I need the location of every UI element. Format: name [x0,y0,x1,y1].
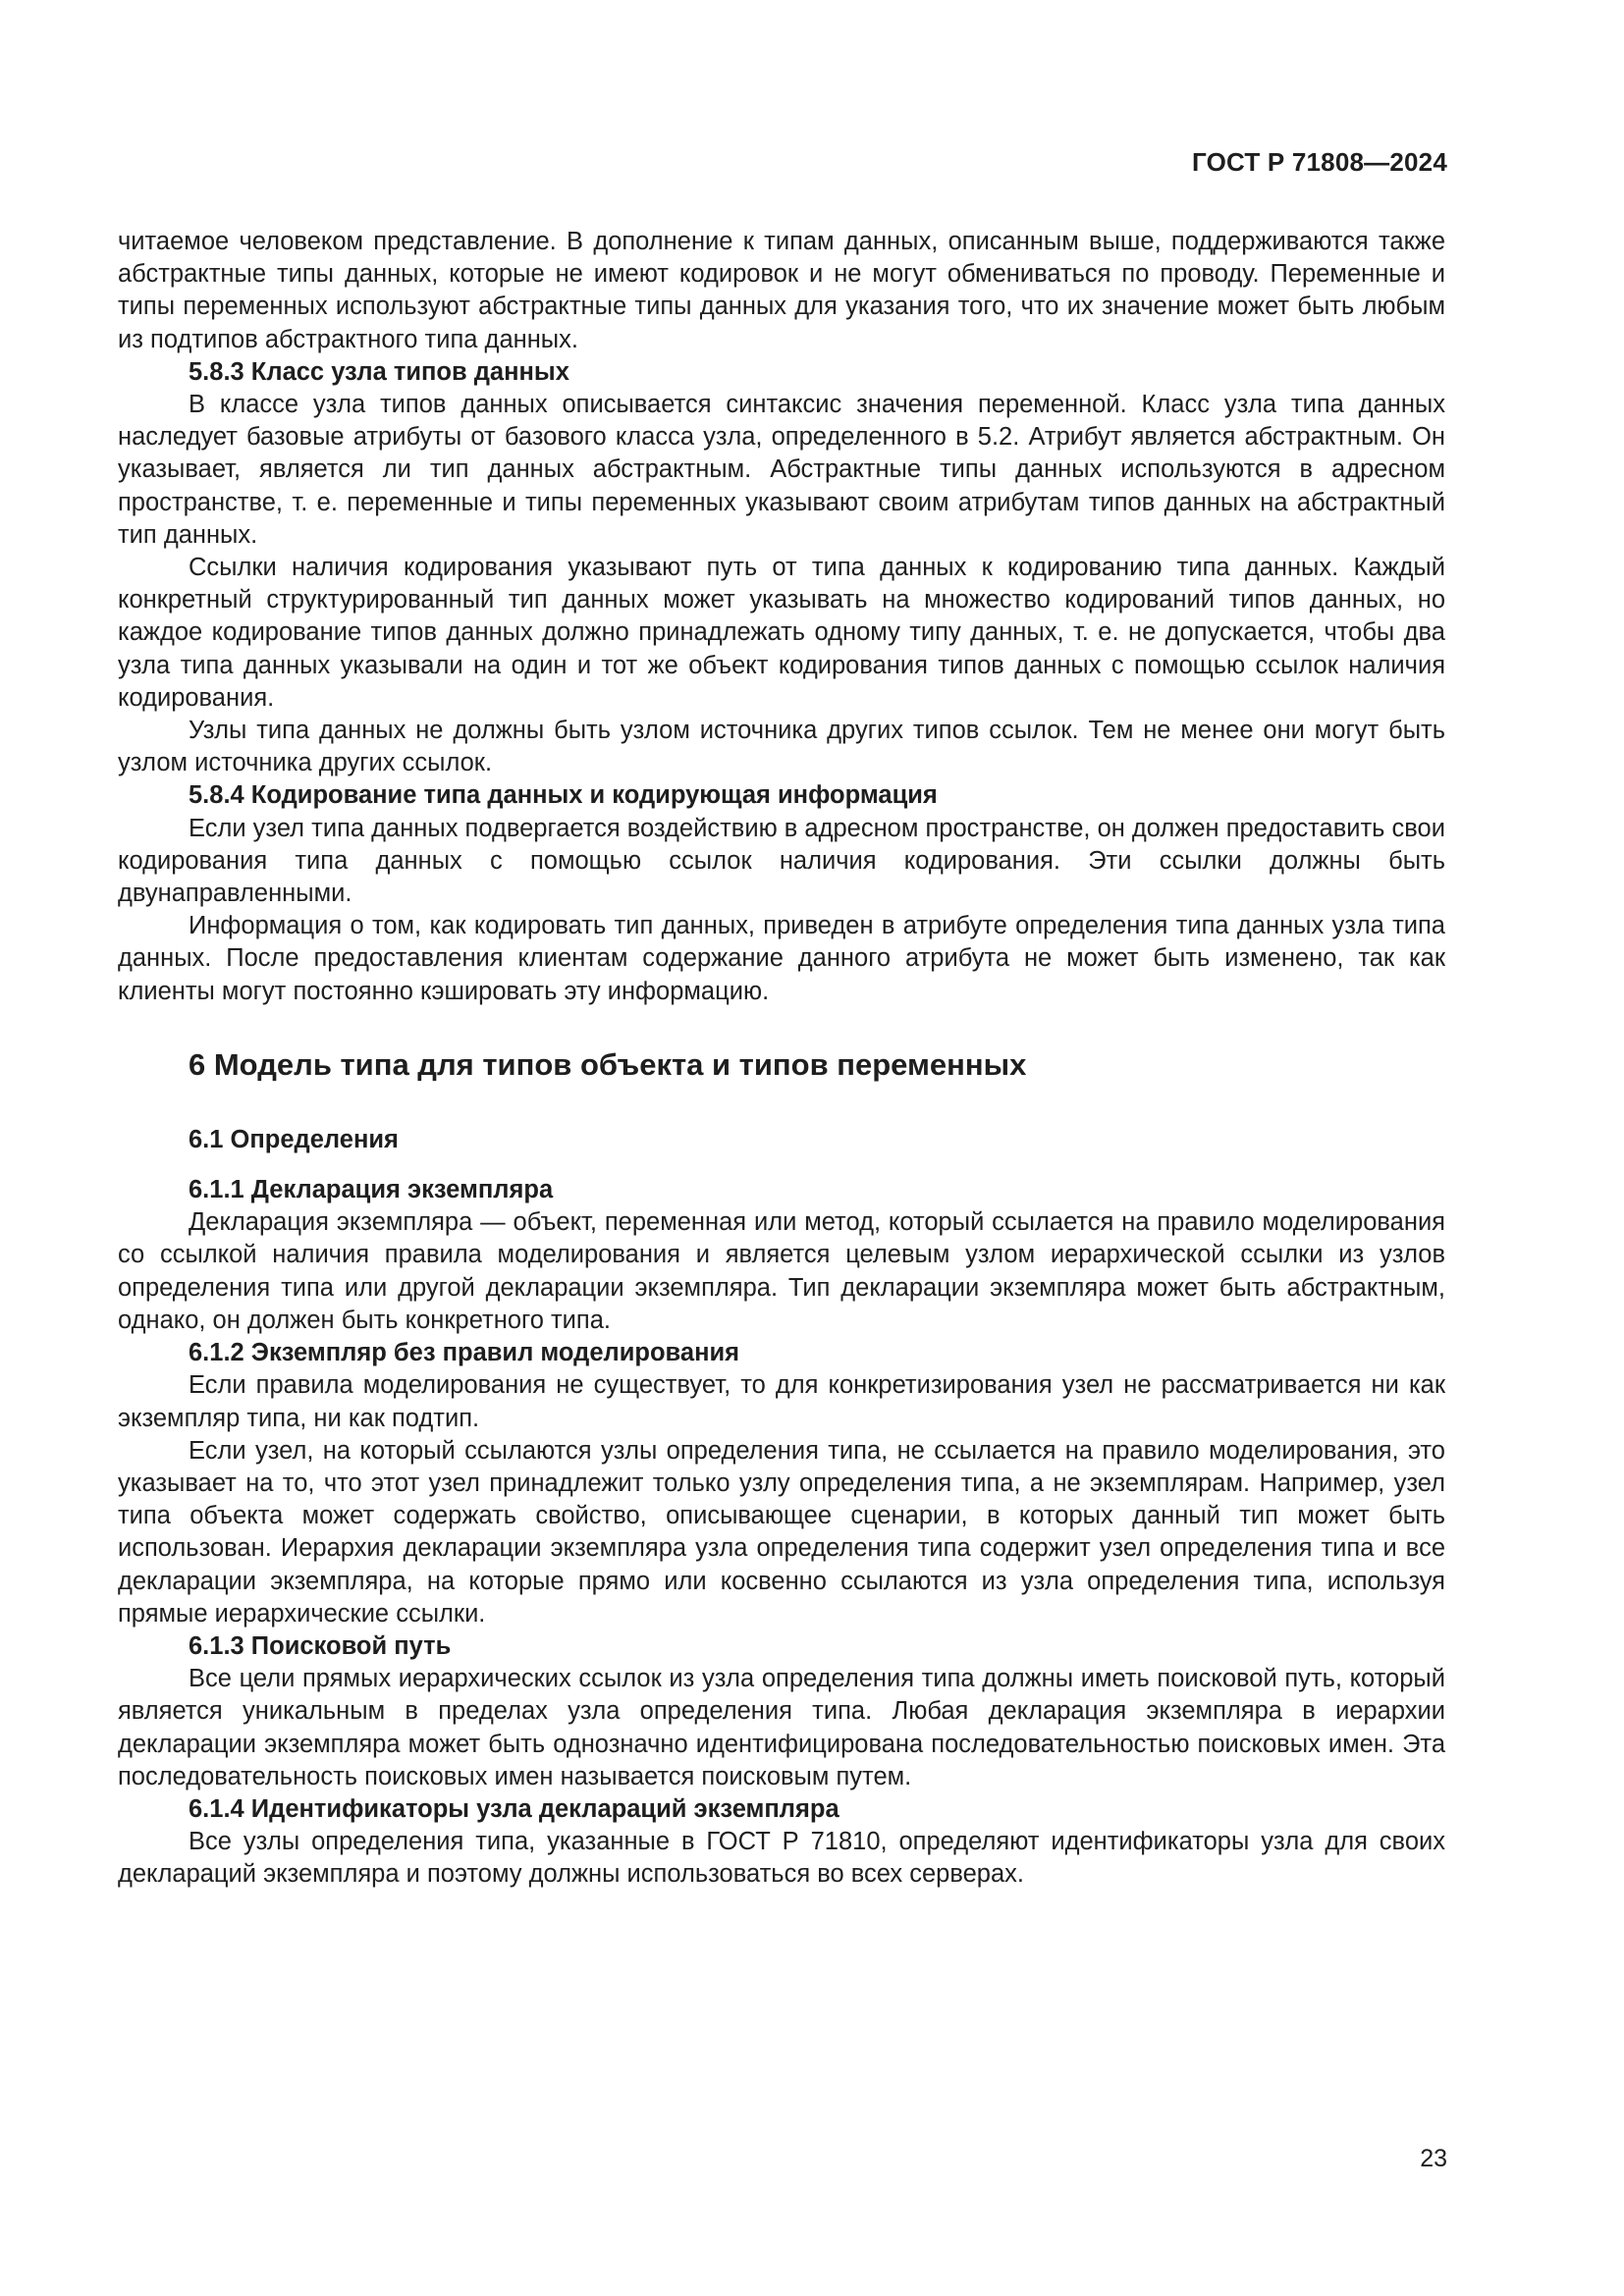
section-heading-6-1: 6.1 Определения [189,1125,399,1153]
section-heading-6-1-3: 6.1.3 Поисковой путь [189,1631,452,1660]
paragraph: Все цели прямых иерархических ссылок из узла определения типа должны иметь поисковой путь, который является уникальным в пределах узла определения типа. Любая декларация экземпляра в иерархии декларации экземпляра может быть однозначно идентифицирована последовательностью поисковых имен. Эта последовательность поисковых имен называется поисковым путем. [118,1665,1445,1790]
document-body [118,226,1445,1892]
paragraph: Если узел типа данных подвергается воздействию в адресном пространстве, он должен предоставить свои кодирования типа данных с помощью ссылок наличия кодирования. Эти ссылки должны быть двунаправленными. [118,814,1445,908]
section-heading-6-1-1: 6.1.1 Декларация экземпляра [189,1176,554,1204]
section-heading-5-8-3: 5.8.3 Класс узла типов данных [189,357,569,386]
chapter-heading-6: 6 Модель типа для типов объекта и типов переменных [189,1046,1027,1082]
paragraph: Если правила моделирования не существует, то для конкретизирования узел не рассматривается ни как экземпляр типа, ни как подтип. [118,1371,1445,1432]
standard-designation: ГОСТ Р 71808—2024 [1192,147,1447,177]
paragraph: читаемое человеком представление. В дополнение к типам данных, описанным выше, поддерживаются также абстрактные типы данных, которые не имеют кодировок и не могут обмениваться по проводу. Переменные и типы переменных используют абстрактные типы данных для указания того, что их значение может быть любым из подтипов абстрактного типа данных. [118,228,1445,353]
paragraph: В классе узла типов данных описывается синтаксис значения переменной. Класс узла типа данных наследует базовые атрибуты от базового класса узла, определенного в 5.2. Атрибут является абстрактным. Он указывает, является ли тип данных абстрактным. Абстрактные типы данных используются в адресном пространстве, т. е. переменные и типы переменных указывают своим атрибутам типов данных на абстрактный тип данных. [118,391,1445,549]
paragraph: Все узлы определения типа, указанные в ГОСТ Р 71810, определяют идентификаторы узла для своих деклараций экземпляра и поэтому должны использоваться во всех серверах. [118,1828,1445,1889]
paragraph: Узлы типа данных не должны быть узлом источника других типов ссылок. Тем не менее они могут быть узлом источника других ссылок. [118,717,1445,777]
page-number: 23 [1420,2145,1447,2172]
paragraph: Информация о том, как кодировать тип данных, приведен в атрибуте определения типа данных узла типа данных. После предоставления клиентам содержание данного атрибута не может быть изменено, так как клиенты могут постоянно кэшировать эту информацию. [118,912,1445,1005]
paragraph: Декларация экземпляра — объект, переменная или метод, который ссылается на правило моделирования со ссылкой наличия правила моделирования и является целевым узлом иерархической ссылки из узлов определения типа или другой декларации экземпляра. Тип декларации экземпляра может быть абстрактным, однако, он должен быть конкретного типа. [118,1208,1445,1334]
section-heading-6-1-4: 6.1.4 Идентификаторы узла деклараций экземпляра [189,1794,839,1823]
paragraph: Если узел, на который ссылаются узлы определения типа, не ссылается на правило моделирования, это указывает на то, что этот узел принадлежит только узлу определения типа, а не экземплярам. Например, узел типа объекта может содержать свойство, описывающее сценарии, в которых данный тип может быть использован. Иерархия декларации экземпляра узла определения типа содержит узел определения типа и все декларации экземпляра, на которые прямо или косвенно ссылаются из узла определения типа, используя прямые иерархические ссылки. [118,1436,1445,1628]
section-heading-6-1-2: 6.1.2 Экземпляр без правил моделирования [189,1339,740,1367]
paragraph: Ссылки наличия кодирования указывают путь от типа данных к кодированию типа данных. Каждый конкретный структурированный тип данных может указывать на множество кодирований типов данных, но каждое кодирование типов данных должно принадлежать одному типу данных, т. е. не допускается, чтобы два узла типа данных указывали на один и тот же объект кодирования типов данных с помощью ссылок наличия кодирования. [118,554,1445,712]
section-heading-5-8-4: 5.8.4 Кодирование типа данных и кодирующая информация [189,781,938,810]
